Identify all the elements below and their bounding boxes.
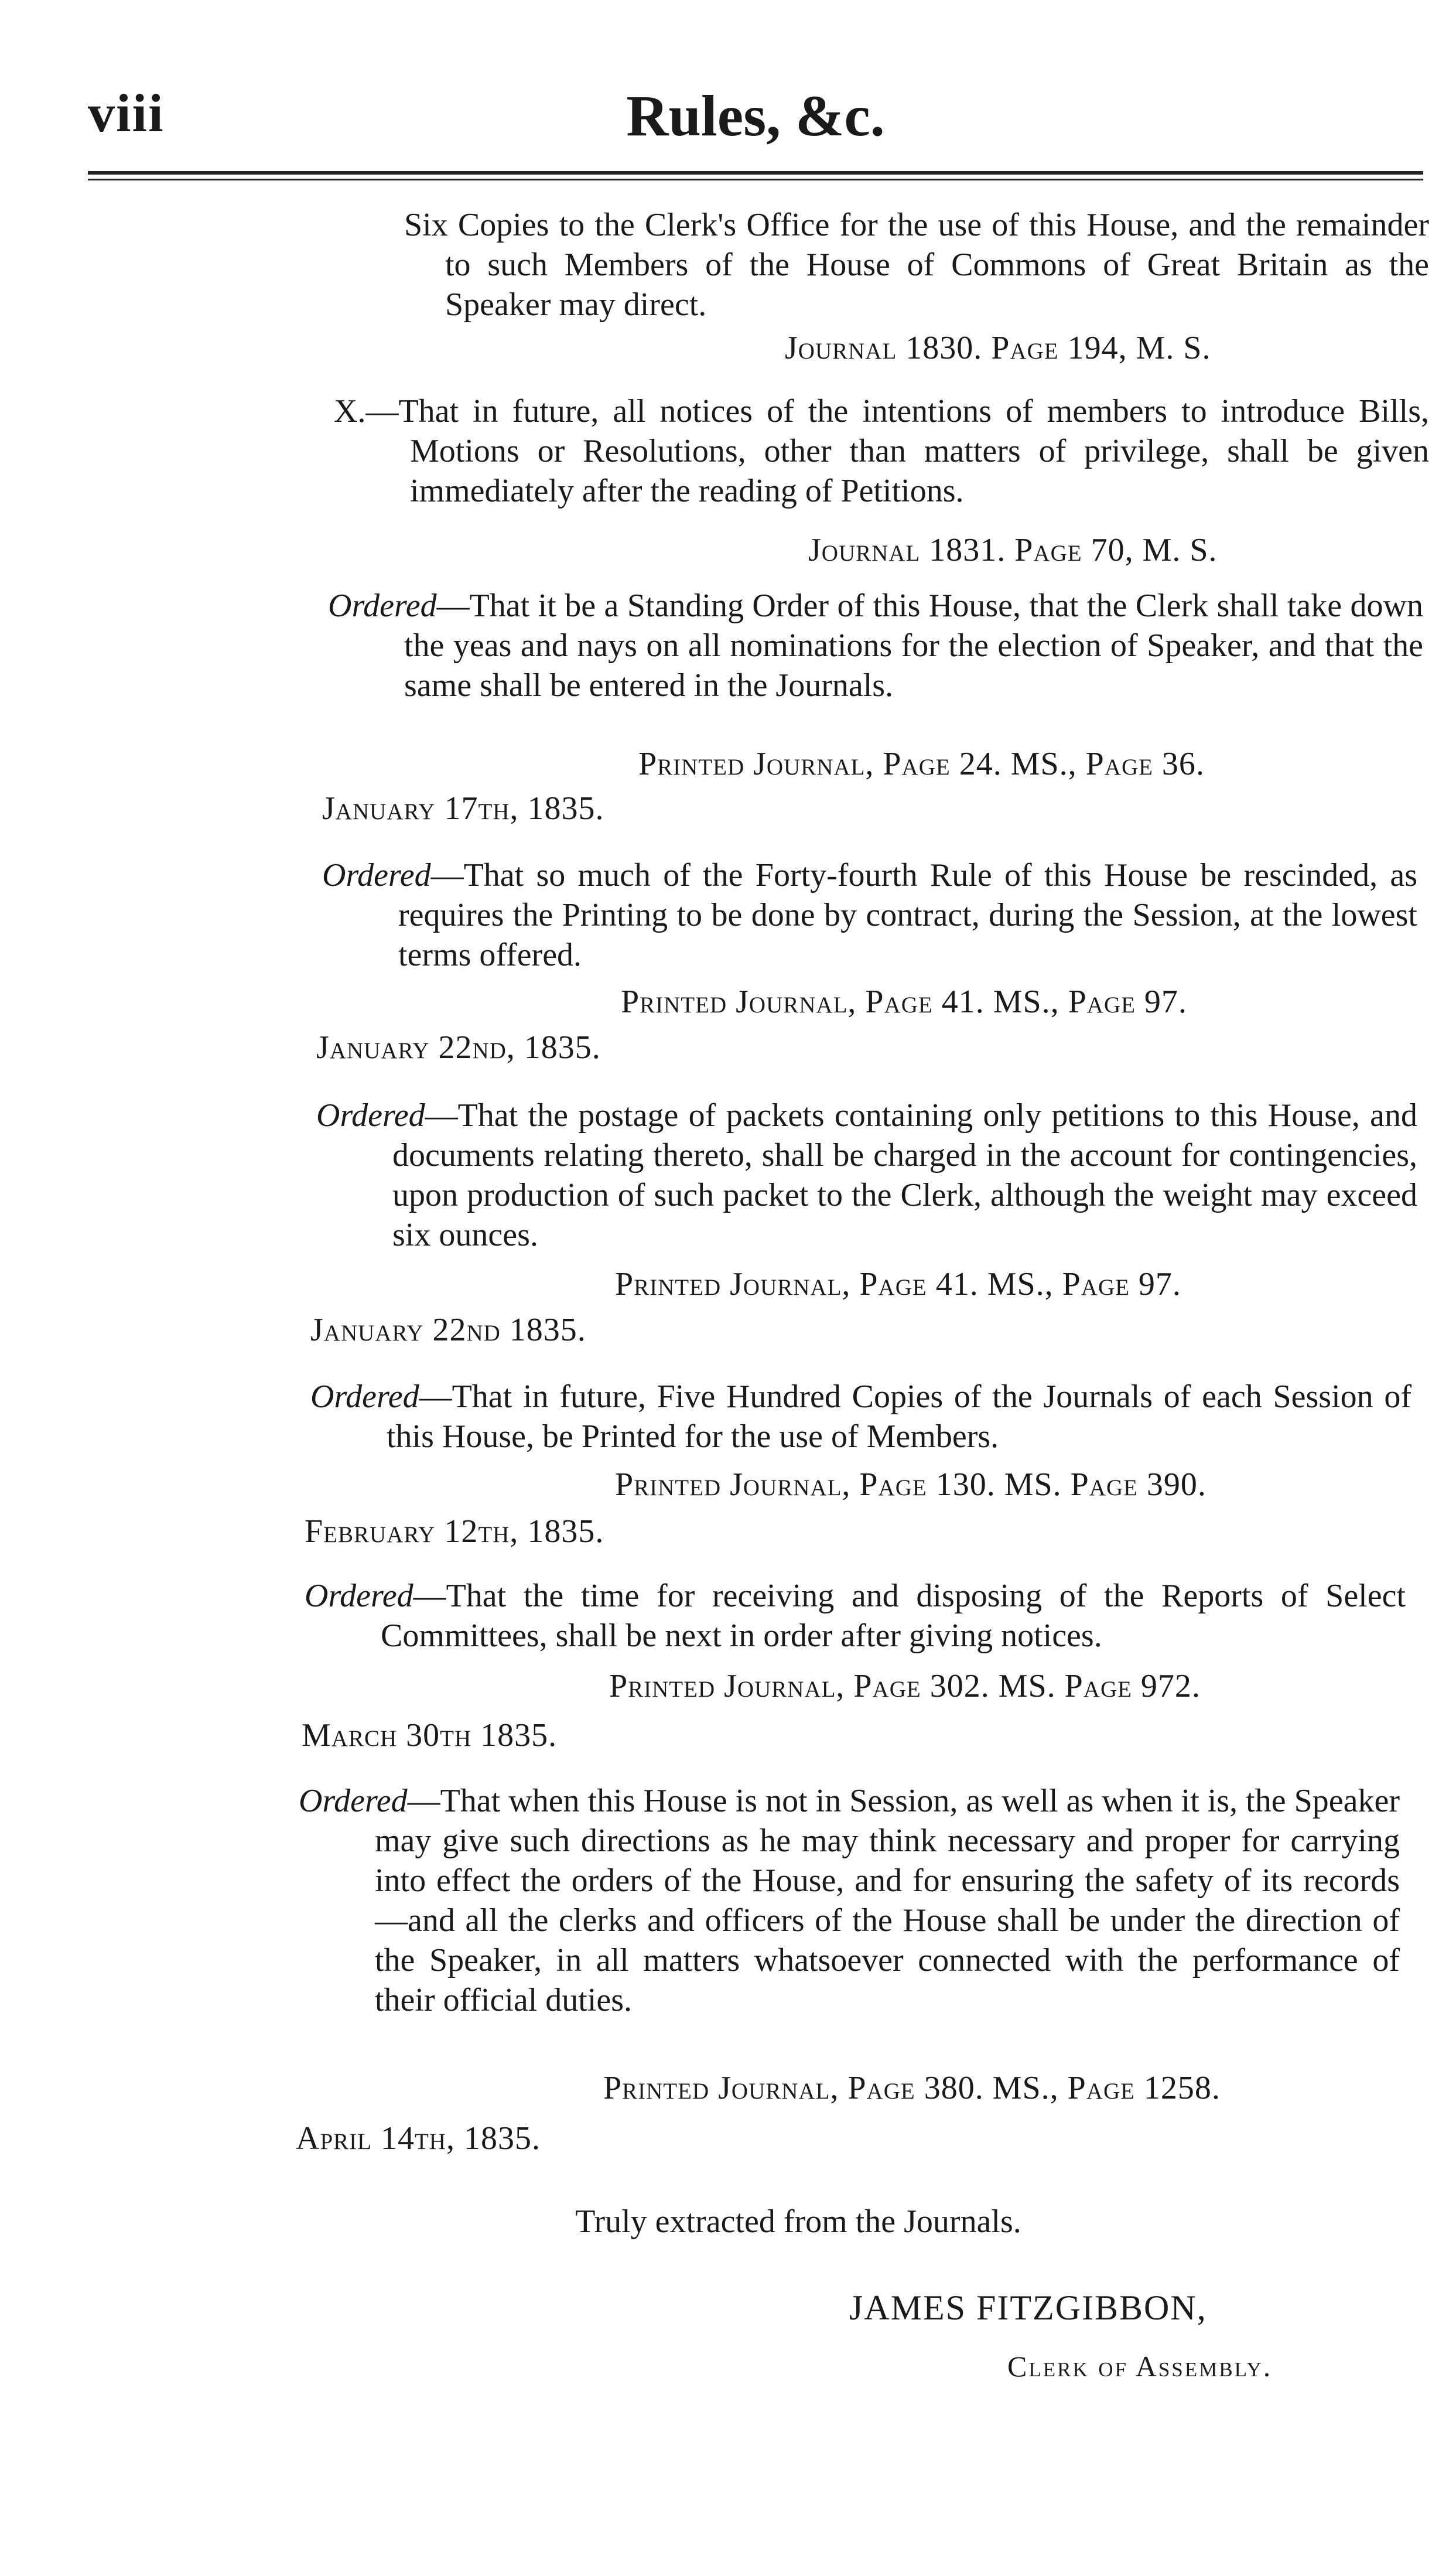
ordered-label: Ordered [316,1097,425,1134]
rule-paragraph [299,1781,1400,2020]
rule-paragraph [404,205,1429,325]
rule-number: X. [334,393,366,429]
paragraph-text: —That the time for receiving and disposing of the Reports of Select Committees, shall be next in order after giving notices. [381,1578,1406,1654]
paragraph-text: —That it be a Standing Order of this House, that the Clerk shall take down the yeas and nays on all nominations for the election of Speaker, and that the same shall be entered in the Journals. [404,588,1423,704]
journal-reference: Printed Journal, Page 24. MS., Page 36. [638,746,1205,782]
attestation-line: Truly extracted from the Journals. [575,2203,1021,2240]
ordered-label: Ordered [305,1578,413,1614]
paragraph-text: Six Copies to the Clerk's Office for the use of this House, and the remainder to such Members of the House of Commons of Great Britain as the Speaker may direct. [404,207,1429,323]
rule-paragraph [305,1576,1406,1656]
rule-paragraph [310,1377,1411,1456]
paragraph-text: —That in future, all notices of the intentions of members to introduce Bills, Motions or Resolutions, other than matters of privilege, shall be given immediately after the reading of Petitions. [365,393,1429,509]
order-date: April 14th, 1835. [296,2120,541,2157]
journal-reference: Journal 1831. Page 70, M. S. [808,532,1218,568]
rule-paragraph [328,586,1423,705]
rule-paragraph [322,855,1417,975]
journal-reference: Journal 1830. Page 194, M. S. [785,330,1211,366]
order-date: January 22nd 1835. [310,1312,586,1348]
journal-reference: Printed Journal, Page 130. MS. Page 390. [615,1466,1207,1503]
page-header [88,82,1423,164]
ordered-label: Ordered [299,1783,408,1819]
journal-reference: Printed Journal, Page 380. MS., Page 1258. [603,2070,1221,2106]
order-date: February 12th, 1835. [305,1513,604,1550]
page-number: viii [88,83,165,143]
ordered-label: Ordered [328,588,437,624]
running-title: Rules, &c. [626,83,885,148]
header-rule [88,171,1423,180]
journal-reference: Printed Journal, Page 302. MS. Page 972. [609,1668,1201,1704]
order-date: March 30th 1835. [302,1717,558,1754]
rule-paragraph [316,1096,1417,1255]
signatory-title: Clerk of Assembly. [1007,2350,1273,2383]
rule-paragraph [334,391,1429,511]
paragraph-text: —That the postage of packets containing only petitions to this House, and documents relating thereto, shall be charged in the account for contingencies, upon production of such packet to the Clerk, although the weight may exceed six ounces. [392,1097,1417,1253]
journal-reference: Printed Journal, Page 41. MS., Page 97. [615,1266,1181,1302]
signatory-name: JAMES FITZGIBBON, [849,2288,1207,2327]
paragraph-text: —That so much of the Forty-fourth Rule of this House be rescinded, as requires the Printing to be done by contract, during the Session, at the lowest terms offered. [398,857,1417,973]
journal-reference: Printed Journal, Page 41. MS., Page 97. [621,984,1187,1020]
paragraph-text: —That when this House is not in Session, as well as when it is, the Speaker may give such directions as he may think necessary and proper for carrying into effect the orders of the House, and for ensuring the safety of its records—and all the clerks and officers of the House shall be under the direction of the Speaker, in all matters whatsoever connected with the performance of their official duties. [375,1783,1400,2018]
paragraph-text: —That in future, Five Hundred Copies of the Journals of each Session of this House, be Printed for the use of Members. [387,1379,1411,1455]
ordered-label: Ordered [310,1379,419,1415]
ordered-label: Ordered [322,857,431,893]
order-date: January 17th, 1835. [322,790,604,827]
order-date: January 22nd, 1835. [316,1029,601,1066]
